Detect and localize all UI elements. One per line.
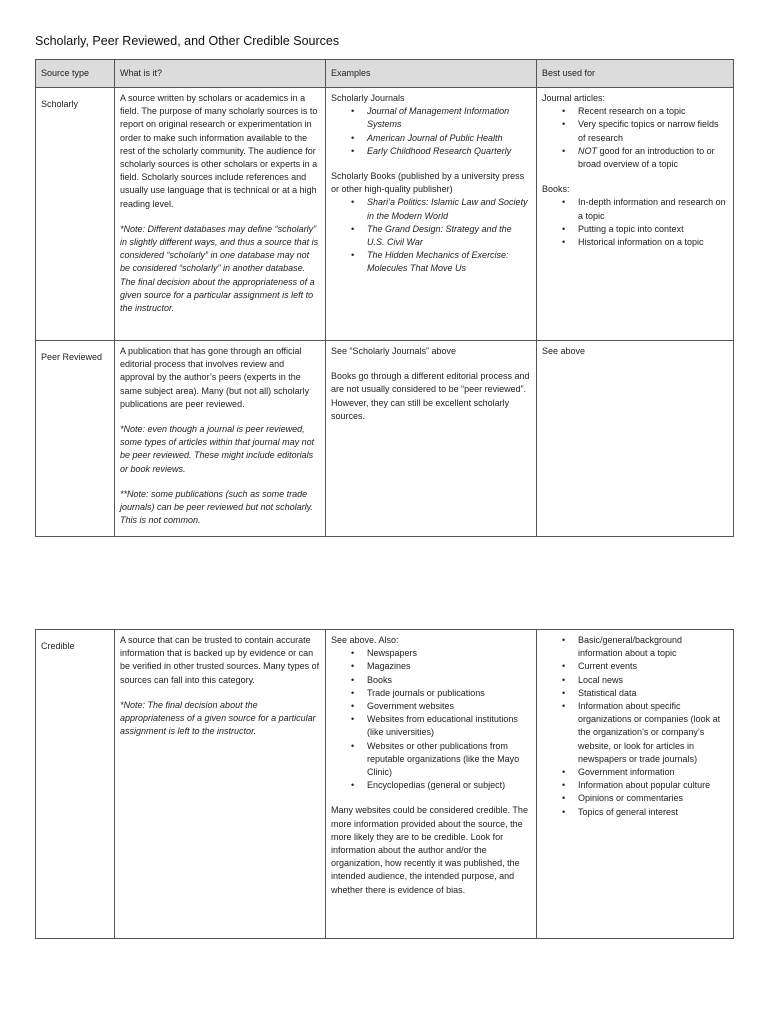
list-item: • Government information <box>542 766 728 779</box>
definition-text: A source written by scholars or academics in a field. The purpose of many scholarly sources is to report on original research or experimentation in order to make such information available to the rest of the scholarly community. The audience for scholarly sources is other scholars or experts in a field. Scholarly sources include references and usually use language that is technical or at a high reading level. <box>120 93 318 209</box>
table-row-peer-reviewed <box>36 341 734 537</box>
sources-table-continued <box>35 629 734 939</box>
list-item: • American Journal of Public Health <box>331 132 531 145</box>
examples-peer-reviewed <box>326 341 537 537</box>
list-item: • Information about popular culture <box>542 779 728 792</box>
table-header-row <box>36 60 734 88</box>
list-item: • Government websites <box>331 700 531 713</box>
what-is-it-peer-reviewed <box>115 341 326 537</box>
sources-table <box>35 59 734 537</box>
examples-list <box>331 647 531 792</box>
source-type-credible: Credible <box>36 630 115 939</box>
best-used-peer-reviewed: See above <box>537 341 734 537</box>
what-is-it-credible <box>115 630 326 939</box>
list-item: • Current events <box>542 660 728 673</box>
header-best-used-for: Best used for <box>537 60 734 88</box>
not-emphasis: NOT <box>578 145 597 156</box>
examples-note: Many websites could be considered credible. The more information provided about the source, the more likely they are to be credible. Look for information about the author and/or the organization, how recently it was published, the intended audience, the intended purpose, and whether there is evidence of bias. <box>331 805 528 895</box>
examples-text: See “Scholarly Journals” above <box>331 346 457 356</box>
list-item: • Books <box>331 674 531 687</box>
list-item <box>542 145 728 171</box>
page-title: Scholarly, Peer Reviewed, and Other Credible Sources <box>35 34 340 48</box>
source-type-peer-reviewed: Peer Reviewed <box>36 341 115 537</box>
list-item: • Putting a topic into context <box>542 223 728 236</box>
header-examples: Examples <box>326 60 537 88</box>
list-item: • In-depth information and research on a topic <box>542 196 728 222</box>
best-journal-heading: Journal articles: <box>542 93 606 103</box>
header-source-type: Source type <box>36 60 115 88</box>
list-item: • The Hidden Mechanics of Exercise: Molecules That Move Us <box>331 249 531 275</box>
list-item: • Websites from educational institutions (like universities) <box>331 713 531 739</box>
not-rest: good for an introduction to or broad overview of a topic <box>578 145 715 170</box>
list-item: • Very specific topics or narrow fields of research <box>542 118 728 144</box>
list-item: • Statistical data <box>542 687 728 700</box>
what-is-it-scholarly <box>115 88 326 341</box>
list-item: • Local news <box>542 674 728 687</box>
best-books-list <box>542 196 728 249</box>
list-item: • Websites or other publications from reputable organizations (like the Mayo Clinic) <box>331 740 531 780</box>
definition-note-2: **Note: some publications (such as some trade journals) can be peer reviewed but not scholarly. This is not common. <box>120 488 313 526</box>
list-item: • Historical information on a topic <box>542 236 728 249</box>
definition-note: *Note: The final decision about the appropriateness of a given source for a particular assignment is left to the instructor. <box>120 699 316 737</box>
examples-scholarly <box>326 88 537 341</box>
list-item: • Newspapers <box>331 647 531 660</box>
list-item: • Basic/general/background information about a topic <box>542 634 728 660</box>
examples-intro: See above. Also: <box>331 635 399 645</box>
list-item: • Recent research on a topic <box>542 105 728 118</box>
best-used-credible <box>537 630 734 939</box>
definition-text: A publication that has gone through an official editorial process that involves review and approval by the author’s peers (experts in the same subject area). Many (but not all) scholarly publications are peer reviewed. <box>120 346 310 409</box>
best-books-heading: Books: <box>542 184 570 195</box>
examples-journals-list <box>331 105 531 158</box>
examples-credible <box>326 630 537 939</box>
header-what-is-it: What is it? <box>115 60 326 88</box>
list-item: • Journal of Management Information Systems <box>331 105 531 131</box>
list-item: • Early Childhood Research Quarterly <box>331 145 531 158</box>
best-used-scholarly <box>537 88 734 341</box>
list-item: • The Grand Design: Strategy and the U.S. Civil War <box>331 223 531 249</box>
examples-note: Books go through a different editorial process and are not usually considered to be “peer reviewed”. However, they can still be excellent scholarly sources. <box>331 371 530 421</box>
list-item: • Magazines <box>331 660 531 673</box>
table-row-credible <box>36 630 734 939</box>
source-type-scholarly: Scholarly <box>36 88 115 341</box>
examples-journals-heading: Scholarly Journals <box>331 93 405 103</box>
definition-note: *Note: Different databases may define “scholarly” in slightly different ways, and thus a source that is considered “scholarly” in one database may not be considered “scholarly” in another database. The final decision about the appropriateness of a given source for a particular assignment is left to the instructor. <box>120 223 319 314</box>
best-used-list <box>542 634 728 819</box>
examples-books-heading: Scholarly Books (published by a university press or other high-quality publisher) <box>331 171 525 195</box>
best-journal-list <box>542 105 728 171</box>
definition-note: *Note: even though a journal is peer reviewed, some types of articles within that journal may not be peer reviewed. These might include editorials or book reviews. <box>120 424 315 474</box>
definition-text: A source that can be trusted to contain accurate information that is backed up by evidence or can be verified in other trusted sources. Many types of sources can fall into this category. <box>120 635 320 685</box>
list-item: • Encyclopedias (general or subject) <box>331 779 531 792</box>
table-row-scholarly <box>36 88 734 341</box>
list-item: • Trade journals or publications <box>331 687 531 700</box>
list-item: • Information about specific organizations or companies (look at the organization’s or company’s website, or look for articles in newspapers or trade journals) <box>542 700 728 766</box>
list-item: • Opinions or commentaries <box>542 792 728 805</box>
list-item: • Topics of general interest <box>542 806 728 819</box>
list-item: • Shari’a Politics: Islamic Law and Society in the Modern World <box>331 196 531 222</box>
examples-books-list <box>331 196 531 275</box>
